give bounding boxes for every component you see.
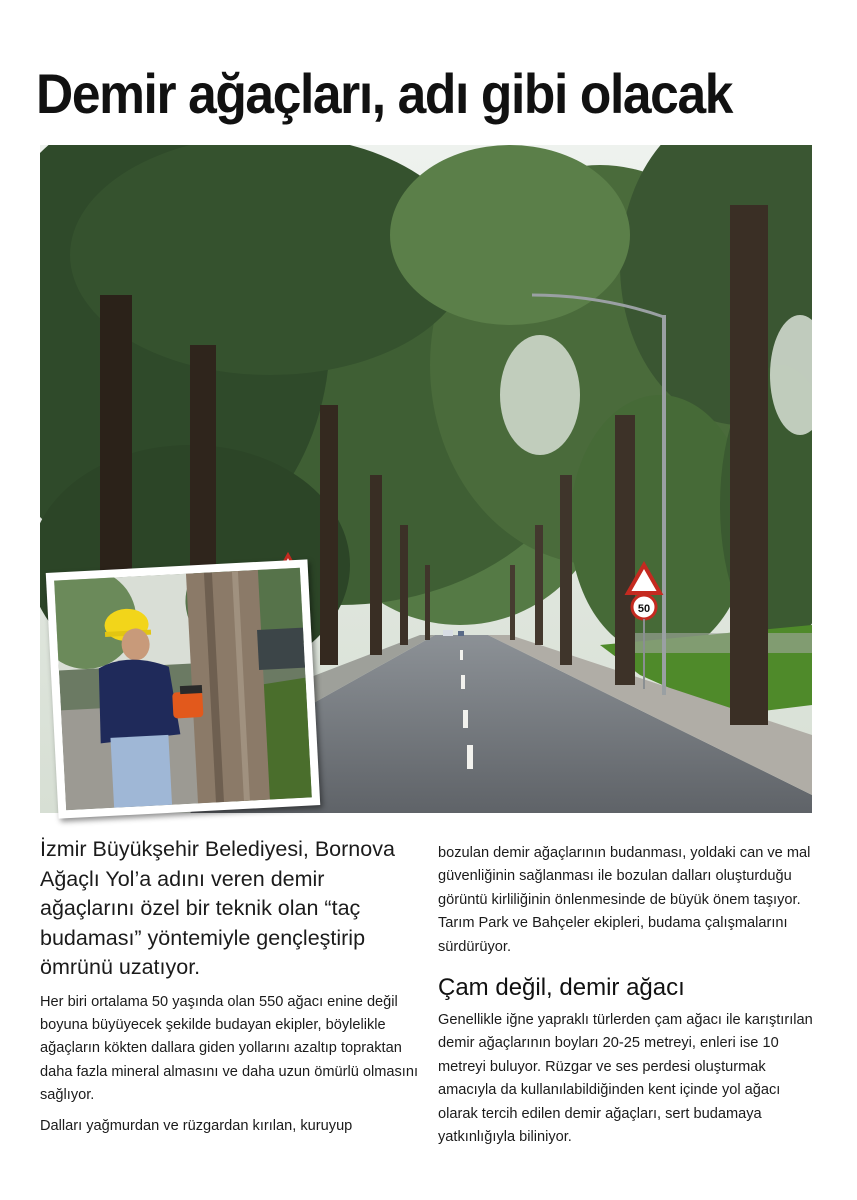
subheading: Çam değil, demir ağacı [438,974,685,1002]
chainsaw-icon [172,691,203,719]
left-column [40,835,422,1138]
inset-photo-frame [46,559,321,818]
body-paragraph-1: Her biri ortalama 50 yaşında olan 550 ağacı enine değil boyuna büyüyecek şekilde budayan ekipler, böylelikle ağaçların kökten dallara giden yollarını azaltıp topraktan daha fazla mineral almasını ve daha uzun ömürlü olmasını sağlıyor. [40,993,419,1104]
right-column [438,842,820,1149]
body-paragraph-2-continued: bozulan demir ağaçlarının budanması, yoldaki can ve mal güvenliğinin sağlanması ile bozulan dalları oluşturduğu görüntü kirliliğinin önlenmesinde de büyük önem taşıyor. Tarım Park ve Bahçeler ekipleri, budama çalışmalarını sürdürüyor. [438,845,811,955]
body-paragraph-2-start: Dalları yağmurdan ve rüzgardan kırılan, kuruyup [40,1117,353,1134]
speed-limit-label: 50 [637,603,651,615]
worker-pruning-illustration [54,568,312,811]
headline: Demir ağaçları, adı gibi olacak [36,62,732,125]
body-paragraph-3: Genellikle iğne yapraklı türlerden çam ağacı ile karıştırılan demir ağaçlarının boyları 20-25 metreyi, enleri ise 10 metreyi buluyor. Rüzgar ve ses perdesi oluşturmak amacıyla da kullanılabildiğinden kent içinde yol ağacı olarak tercih edilen demir ağaçları, sert budamaya yatkınlığıyla biliniyor. [438,1012,813,1146]
lead-paragraph: İzmir Büyükşehir Belediyesi, Bornova Ağaçlı Yol’a adını veren demir ağaçlarını özel bir teknik olan “taç budaması” yöntemiyle gençleştirip ömrünü uzatıyor. [40,837,395,979]
